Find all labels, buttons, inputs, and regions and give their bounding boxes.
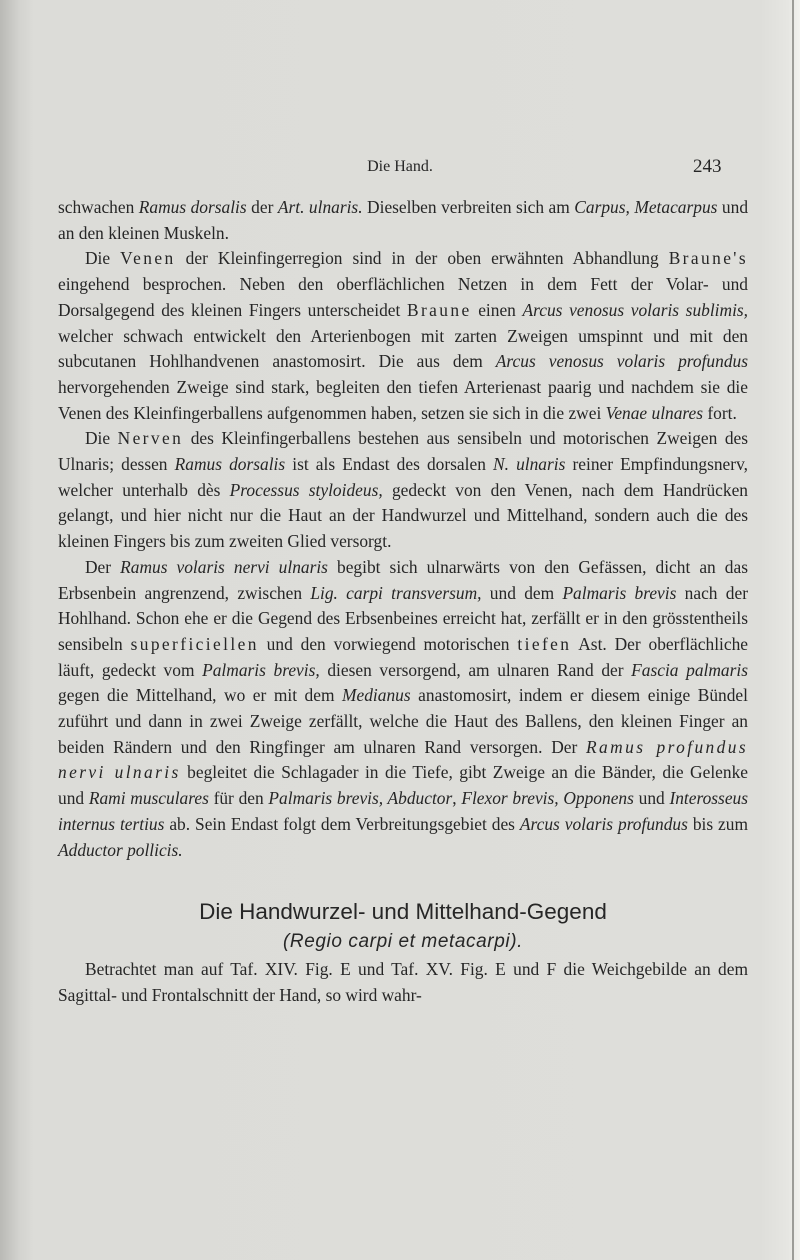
spaced-emphasis: Venen (120, 248, 176, 269)
italic-term: Palmaris brevis, Abductor (268, 788, 453, 809)
book-spine-shadow (0, 0, 34, 1260)
italic-term: Ramus profundus nervi ulnaris (58, 736, 748, 783)
page-header (0, 150, 800, 180)
section-subtitle: (Regio carpi et metacarpi). (282, 931, 524, 953)
italic-term: Palmaris brevis (562, 582, 677, 603)
spaced-emphasis: Braune (406, 299, 472, 320)
italic-term: Adductor pollicis. (58, 839, 183, 860)
paragraph-nerves: Die Nerven des Kleinfingerballens bestehen aus sensibeln und motorischen Zweigen des Ulnaris; dessen Ramus dorsalis ist als Endast des dorsalen N. ulnaris reiner Empfindungsnerv, welcher unterhalb dès Processus styloideus, gedeckt von den Venen, nach dem Handrücken gelangt, und hier nicht nur die Haut an der Handwurzel und Mittelhand, sondern auch die des kleinen Fingers bis zum zweiten Glied versorgt. (58, 428, 748, 552)
italic-term: Fascia palmaris (631, 659, 748, 680)
paragraph-arteries-end: schwachen Ramus dorsalis der Art. ulnaris. Dieselben verbreiten sich am Carpus, Metacarpus und an den kleinen Muskeln. (58, 197, 749, 243)
italic-term: Art. ulnaris. (277, 197, 363, 217)
italic-term: Palmaris brevis, (202, 659, 320, 680)
italic-term: N. ulnaris (493, 454, 566, 475)
italic-term: Processus styloideus, (229, 479, 383, 500)
paragraph-ramus-volaris: Der Ramus volaris nervi ulnaris begibt sich ulnarwärts von den Gefässen, dicht an das Erbsenbein angrenzend, zwischen Lig. carpi transversum, und dem Palmaris brevis nach der Hohlhand. Schon ehe er die Gegend des Erbsenbeines erreicht hat, zerfällt er in den grösstentheils sensibeln superficiellen und den vorwiegend motorischen tiefen Ast. Der oberflächliche läuft, gedeckt vom Palmaris brevis, diesen versorgend, am ulnaren Rand der Fascia palmaris gegen die Mittelhand, wo er mit dem Medianus anastomosirt, indem er diesem einige Bündel zuführt und dann in zwei Zweige zerfällt, welche die Haut des Ballens, den kleinen Finger an beiden Rändern und den Ringfinger am ulnaren Rand versorgen. Der Ramus profundus nervi ulnaris begleitet die Schlagader in die Tiefe, gibt Zweige an die Bänder, die Gelenke und Rami musculares für den Palmaris brevis, Abductor, Flexor brevis, Opponens und Interosseus internus tertius ab. Sein Endast folgt dem Verbreitungsgebiet des Arcus volaris profundus bis zum Adductor pollicis. (58, 556, 749, 860)
italic-term: Rami musculares (88, 788, 209, 809)
italic-term: Flexor brevis, Opponens (461, 788, 634, 809)
section-title: Die Handwurzel- und Mittelhand-Gegend (199, 899, 607, 925)
italic-term: Ramus volaris nervi ulnaris (120, 556, 328, 577)
section-heading (58, 897, 748, 957)
italic-term: Ramus dorsalis (174, 454, 286, 475)
italic-term: Venae ulnares (605, 402, 704, 423)
italic-term: Carpus, Metacarpus (574, 197, 718, 217)
italic-term: Interosseus internus tertius (58, 788, 749, 834)
page-edge-line (792, 0, 794, 1260)
italic-term: Lig. carpi transversum, (310, 582, 482, 603)
paragraph-section-intro: Betrachtet man auf Taf. XIV. Fig. E und Taf. XV. Fig. E und F die Weichgebilde an dem Sagittal- und Frontalschnitt der Hand, so wird wahr- (58, 959, 748, 1005)
page-number: 243 (693, 156, 722, 177)
italic-term: Arcus venosus volaris sublimis, (522, 299, 749, 320)
spaced-emphasis: Nerven (117, 428, 184, 449)
italic-term: Arcus volaris profundus (519, 813, 688, 834)
spaced-emphasis: tiefen (517, 633, 572, 654)
italic-term: Medianus (342, 685, 411, 706)
page-body (58, 195, 748, 1009)
spaced-emphasis: superficiellen (130, 633, 259, 654)
paragraph-veins: Die Venen der Kleinfingerregion sind in der oben erwähnten Abhandlung Braune's eingehend besprochen. Neben den oberflächlichen Netzen in dem Fett der Volar- und Dorsalgegend des kleinen Fingers unterscheidet Braune einen Arcus venosus volaris sublimis, welcher schwach entwickelt den Arterienbogen mit zarten Zweigen umspinnt und mit den subcutanen Hohlhandvenen anastomosirt. Die aus dem Arcus venosus volaris profundus hervorgehenden Zweige sind stark, begleiten den tiefen Arterienast paarig und nachdem sie die Venen des Kleinfingerballens aufgenommen haben, setzen sie sich in die zwei Venae ulnares fort. (58, 248, 749, 423)
running-title: Die Hand. (367, 158, 433, 175)
italic-term: Arcus venosus volaris profundus (495, 351, 748, 372)
spaced-emphasis: Braune's (668, 248, 749, 269)
italic-term: Ramus dorsalis (138, 197, 247, 217)
